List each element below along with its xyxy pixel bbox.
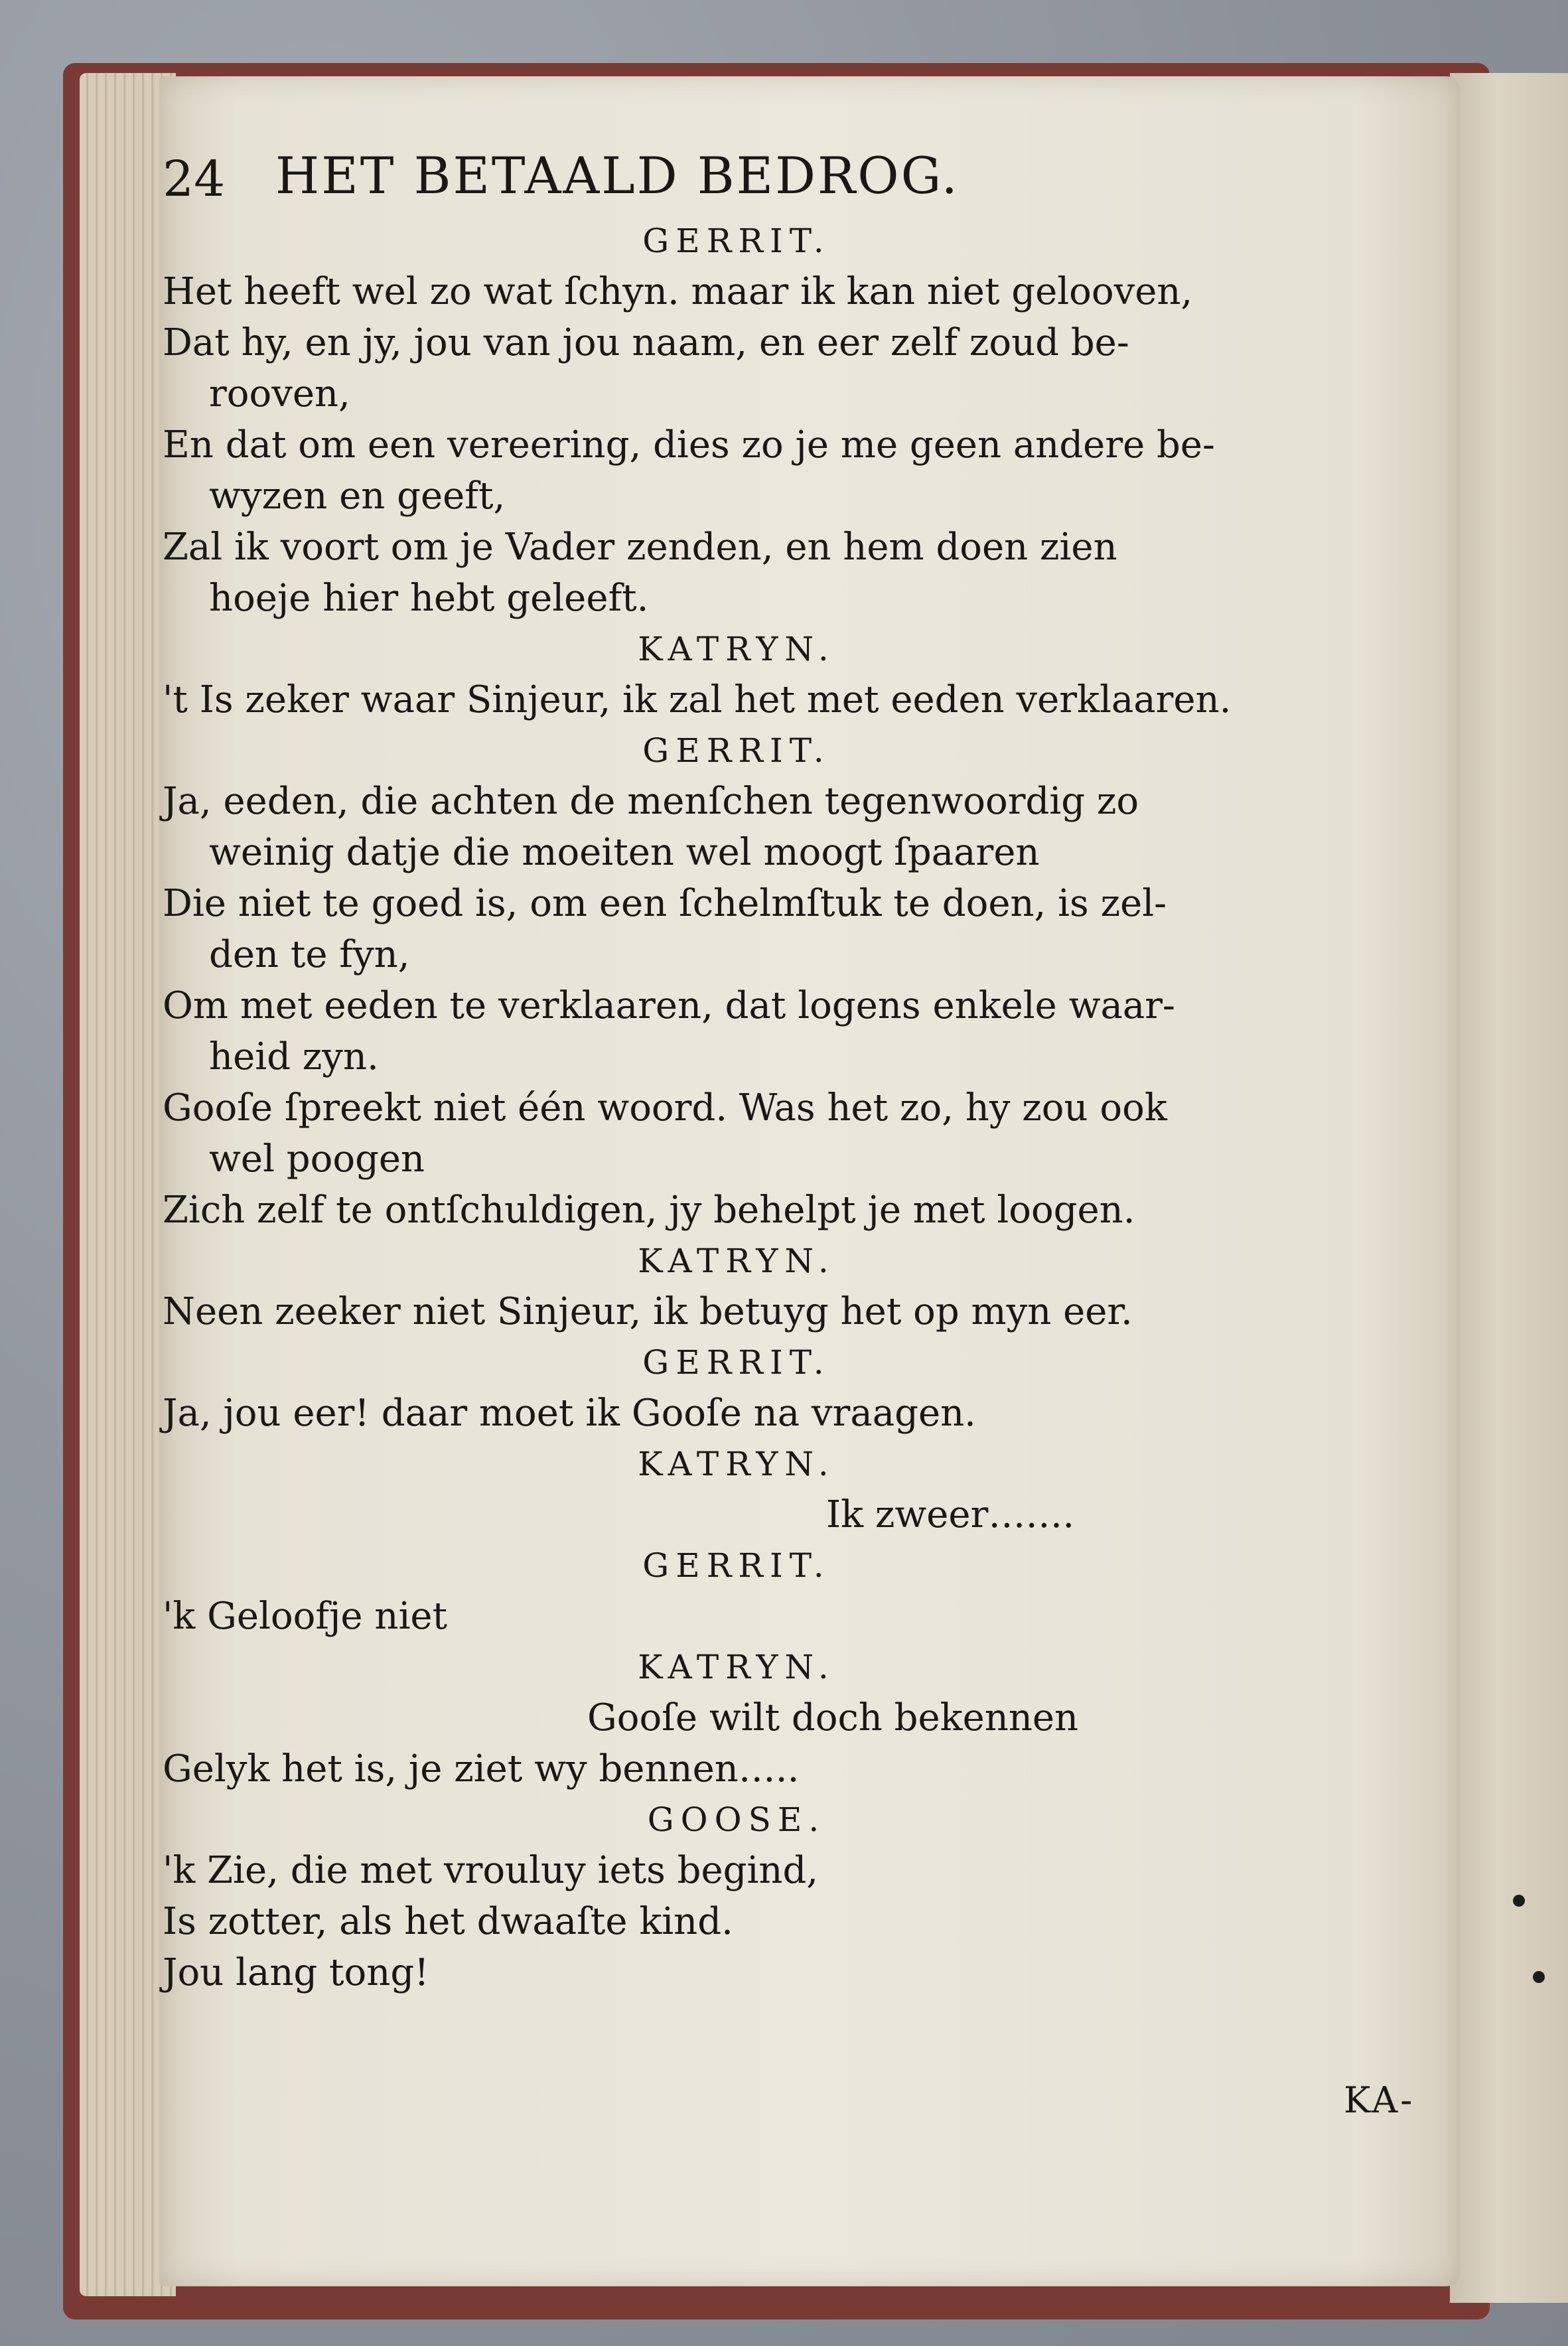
verse-line: Neen zeeker niet Sinjeur, ik betuyg het op myn eer. [163,1290,1133,1333]
verse-line: Gooſe wilt doch bekennen [587,1696,1079,1739]
speaker-heading: KATRYN. [638,1445,835,1483]
verse-line: 't Is zeker waar Sinjeur, ik zal het met eeden verklaaren. [163,678,1232,721]
verse-line: Ja, jou eer! daar moet ik Gooſe na vraagen. [163,1392,976,1435]
verse-line: rooven, [209,372,350,415]
verse-line: Gelyk het is, je ziet wy bennen….. [163,1747,800,1791]
verse-line: Om met eeden te verklaaren, dat logens enkele waar- [163,984,1175,1027]
speaker-heading: GERRIT. [642,731,831,770]
verse-line: Dat hy, en jy, jou van jou naam, en eer zelf zoud be- [163,321,1129,364]
running-head [163,123,1311,216]
verse-line: Zal ik voort om je Vader zenden, en hem doen zien [163,526,1117,569]
ink-mark [1513,1895,1525,1907]
verse-line: 'k Geloofje niet [163,1595,447,1638]
ink-mark [1533,1971,1545,1983]
verse-line: Is zotter, als het dwaaſte kind. [163,1900,733,1943]
verse-line: 'k Zie, die met vrouluy iets begind, [163,1849,819,1892]
verse-line: Het heeft wel zo wat ſchyn. maar ik kan niet gelooven, [163,270,1193,313]
speaker-heading: KATRYN. [638,1242,835,1280]
verse-line: heid zyn. [209,1035,379,1078]
catchword: KA- [1344,2079,1415,2121]
verse-line: wel poogen [209,1137,425,1181]
verse-line: Zich zelf te ontſchuldigen, jy behelpt je met loogen. [163,1189,1135,1232]
verse-line: Die niet te goed is, om een ſchelmſtuk te doen, is zel- [163,882,1167,925]
speaker-heading: KATRYN. [638,630,835,668]
speaker-heading: GERRIT. [642,222,831,260]
verse-line: hoeje hier hebt geleeft. [209,577,649,620]
verse-line: Gooſe ſpreekt niet één woord. Was het zo, hy zou ook [163,1086,1167,1130]
speaker-heading: KATRYN. [638,1648,835,1686]
verse-line: Jou lang tong! [163,1951,429,1994]
page-text [163,123,1311,1998]
page-title: HET BETAALD BEDROG. [275,146,960,205]
verse-line: Ja, eeden, die achten de menſchen tegenwoordig zo [163,780,1139,823]
verse-line: Ik zweer……. [826,1493,1075,1536]
speaker-heading: GOOSE. [647,1800,826,1839]
page-number: 24 [163,151,226,208]
facing-page [1450,73,1568,2303]
speaker-heading: GERRIT. [642,1546,831,1585]
verse-line: weinig datje die moeiten wel moogt ſpaaren [209,831,1040,874]
speaker-heading: GERRIT. [642,1343,831,1382]
verse-line: En dat om een vereering, dies zo je me geen andere be- [163,423,1215,467]
verse-line: den te fyn, [209,933,410,976]
verse-line: wyzen en geeft, [209,475,506,518]
